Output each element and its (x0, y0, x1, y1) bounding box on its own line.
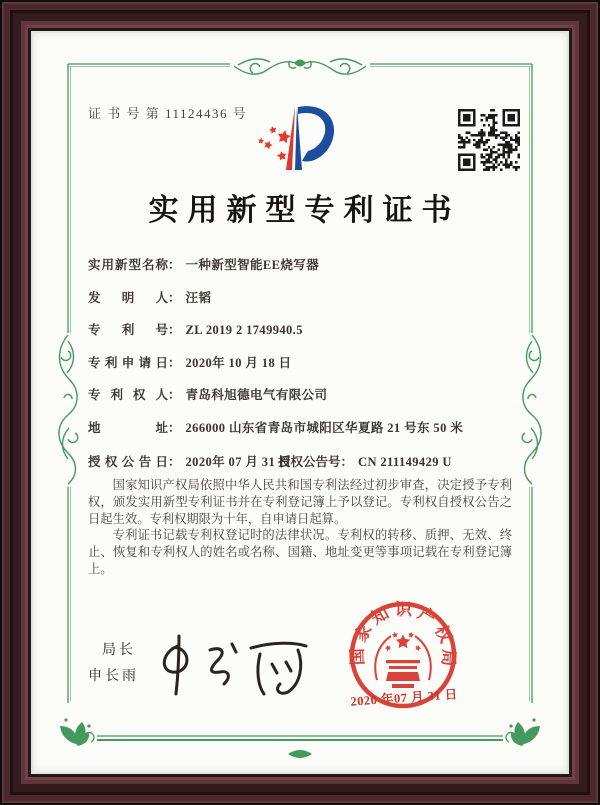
field-value: 青岛科旭德电气有限公司 (185, 388, 328, 402)
field-value: ZL 2019 2 1749940.5 (185, 323, 303, 337)
legal-paragraph-2: 专利证书记载专利权登记时的法律状况。专利权的转移、质押、无效、终止、恢复和专利权人的姓名或名称、国籍、地址变更等事项记载在专利登记簿上。 (88, 528, 512, 576)
colon: ： (168, 388, 181, 402)
logo-stars (257, 125, 291, 161)
colon: ： (168, 291, 181, 305)
legal-text (88, 477, 512, 578)
field-value: 2020年 10 月 18 日 (185, 356, 292, 370)
field-row-address (88, 418, 524, 438)
director-title: 局长 (102, 643, 136, 658)
cnipa-logo-icon (250, 100, 342, 172)
field-value: CN 211149429 U (358, 455, 452, 469)
field-label: 专利权人 (88, 388, 168, 402)
colon: ： (168, 258, 181, 272)
field-row-grant (88, 452, 524, 472)
field-row-filing-date (88, 353, 524, 373)
seal-date: 2020 年07 月 31 日 (349, 687, 459, 709)
grant-date-pair (88, 455, 292, 469)
colon: ： (168, 421, 181, 435)
field-label: 授权公告号 (278, 455, 341, 469)
director-name: 申长雨 (88, 669, 139, 684)
national-emblem (384, 631, 422, 688)
field-label: 实用新型名称 (88, 258, 168, 272)
certificate-number: 证 书 号 第 11124436 号 (88, 106, 248, 121)
colon: ： (168, 323, 181, 337)
certificate-title: 实用新型专利证书 (148, 194, 461, 227)
field-value: 一种新型智能EE烧写器 (185, 258, 320, 272)
logo-p-bowl (298, 106, 334, 161)
field-label: 发明人 (88, 291, 168, 305)
field-label: 专利申请日 (88, 356, 168, 370)
logo-wedge-blue (295, 106, 302, 170)
qr-code (458, 109, 520, 171)
legal-paragraph-1: 国家知识产权局依照中华人民共和国专利法经过初步审查，决定授予专利权，颁发实用新型专利证书并在专利登记簿上予以登记。专利权自授权公告之日起生效。专利权期限为十年，自申请日起算。 (88, 478, 512, 526)
colon: ： (168, 455, 181, 469)
seal-ring-text: 国家知识产权局 (347, 599, 459, 667)
field-row-patentee (88, 385, 524, 405)
field-label: 授权公告日 (88, 455, 168, 469)
colon: ： (168, 356, 181, 370)
colon: ： (340, 455, 354, 469)
field-row-inventor (88, 288, 524, 308)
director-signature (148, 630, 318, 698)
field-row-name (88, 255, 524, 275)
grant-no-pair (278, 452, 452, 470)
field-value: 266000 山东省青岛市城阳区华夏路 21 号东 50 米 (185, 421, 464, 435)
field-value: 汪韬 (185, 291, 212, 305)
field-label: 地址 (88, 421, 168, 435)
field-label: 专利号 (88, 323, 168, 337)
field-value: 2020年 07 月 31 日 (185, 455, 292, 469)
field-row-patent-no (88, 320, 524, 340)
